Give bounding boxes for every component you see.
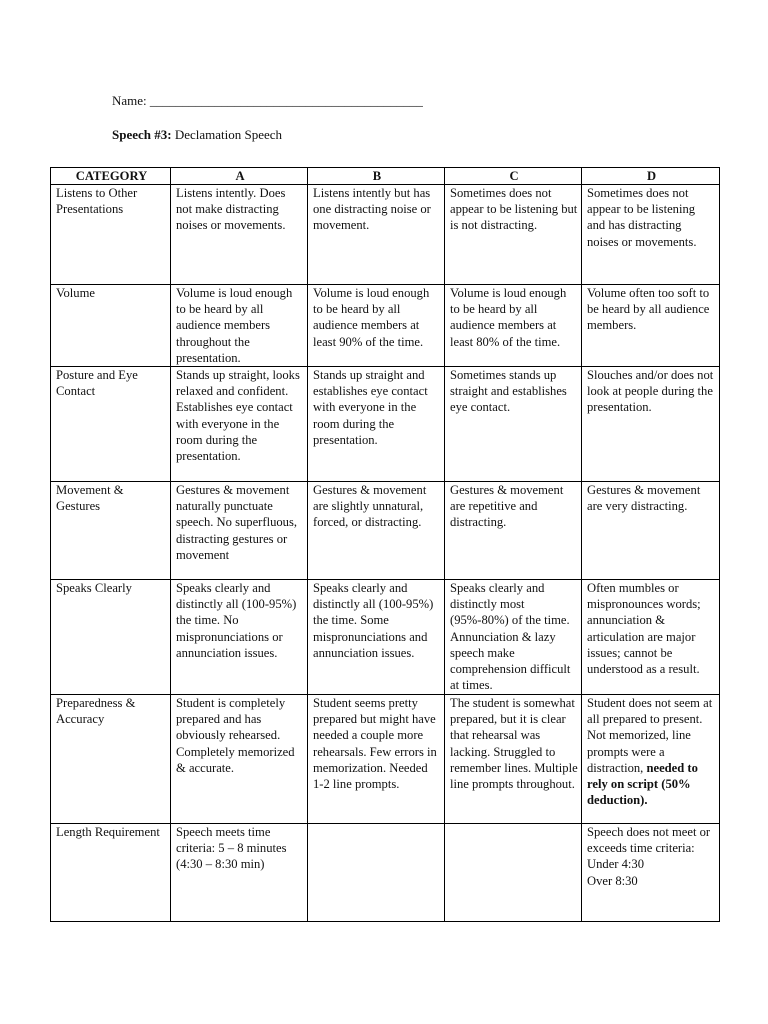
grade-b-cell: Student seems pretty prepared but might have needed a couple more rehearsals. Few errors in memorization. Needed 1-2 line prompts. [308, 695, 445, 824]
table-row [51, 695, 720, 824]
grade-d-cell [582, 824, 720, 922]
header-a: A [171, 168, 308, 185]
grade-b-cell: Gestures & movement are slightly unnatural, forced, or distracting. [308, 482, 445, 580]
grade-c-cell: The student is somewhat prepared, but it is clear that rehearsal was lacking. Struggled to remember lines. Multiple line prompts throughout. [445, 695, 582, 824]
speech-title: Declamation Speech [174, 127, 283, 142]
name-blank: __________________________________________ [149, 93, 423, 108]
grade-a-cell: Gestures & movement naturally punctuate speech. No superfluous, distracting gestures or movement [171, 482, 308, 580]
header-d: D [582, 168, 720, 185]
grade-c-cell: Gestures & movement are repetitive and distracting. [445, 482, 582, 580]
table-row [51, 824, 720, 922]
grade-a-cell: Speaks clearly and distinctly all (100-95%) the time. No mispronunciations or annunciation issues. [171, 580, 308, 695]
deduction-note: needed to rely on script (50% deduction). [587, 760, 698, 808]
category-cell: Listens to Other Presentations [51, 185, 171, 285]
grade-d-cell: Often mumbles or mispronounces words; annunciation & articulation are major issues; cannot be understood as a result. [582, 580, 720, 695]
grade-d-cell: Volume often too soft to be heard by all audience members. [582, 285, 720, 367]
grade-b-cell: Listens intently but has one distracting noise or movement. [308, 185, 445, 285]
table-row [51, 580, 720, 695]
table-row [51, 482, 720, 580]
grade-d-cell [582, 695, 720, 824]
header-c: C [445, 168, 582, 185]
grade-a-cell: Listens intently. Does not make distracting noises or movements. [171, 185, 308, 285]
category-cell: Speaks Clearly [51, 580, 171, 695]
name-field-line [112, 92, 423, 110]
grade-b-cell: Volume is loud enough to be heard by all audience members at least 90% of the time. [308, 285, 445, 367]
grade-a-cell: Speech meets time criteria: 5 – 8 minutes (4:30 – 8:30 min) [171, 824, 308, 922]
category-cell: Preparedness & Accuracy [51, 695, 171, 824]
grade-c-cell: Speaks clearly and distinctly most (95%-80%) of the time. Annunciation & lazy speech make comprehension difficult at times. [445, 580, 582, 695]
grade-d-text: Student does not seem at all prepared to present. Not memorized, line prompts were a distraction, [587, 696, 713, 775]
name-label: Name: [112, 93, 147, 108]
grade-d-cell: Slouches and/or does not look at people during the presentation. [582, 367, 720, 482]
time-criteria-text: Speech does not meet or exceeds time criteria: [587, 825, 711, 856]
time-over-text: Over 8:30 [587, 873, 638, 888]
category-cell: Posture and Eye Contact [51, 367, 171, 482]
grade-c-cell: Sometimes stands up straight and establishes eye contact. [445, 367, 582, 482]
table-row [51, 185, 720, 285]
speech-heading [112, 126, 282, 144]
category-cell: Movement & Gestures [51, 482, 171, 580]
category-cell: Length Requirement [51, 824, 171, 922]
grade-d-cell: Gestures & movement are very distracting. [582, 482, 720, 580]
header-b: B [308, 168, 445, 185]
time-under-text: Under 4:30 [587, 857, 645, 872]
grade-a-cell: Stands up straight, looks relaxed and confident. Establishes eye contact with everyone in the room during the presentation. [171, 367, 308, 482]
header-row [51, 168, 720, 185]
header-category: CATEGORY [51, 168, 171, 185]
grade-c-cell [445, 824, 582, 922]
grade-b-cell [308, 824, 445, 922]
grade-d-cell: Sometimes does not appear to be listening and has distracting noises or movements. [582, 185, 720, 285]
speech-number: Speech #3: [112, 127, 172, 142]
table-row [51, 285, 720, 367]
grade-b-cell: Speaks clearly and distinctly all (100-95%) the time. Some mispronunciations and annunciation issues. [308, 580, 445, 695]
grade-c-cell: Sometimes does not appear to be listening but is not distracting. [445, 185, 582, 285]
grade-b-cell: Stands up straight and establishes eye contact with everyone in the room during the presentation. [308, 367, 445, 482]
category-cell: Volume [51, 285, 171, 367]
table-row [51, 367, 720, 482]
grade-a-cell: Student is completely prepared and has obviously rehearsed. Completely memorized & accurate. [171, 695, 308, 824]
grade-a-cell: Volume is loud enough to be heard by all audience members throughout the presentation. [171, 285, 308, 367]
rubric-table [50, 167, 720, 922]
grade-c-cell: Volume is loud enough to be heard by all audience members at least 80% of the time. [445, 285, 582, 367]
